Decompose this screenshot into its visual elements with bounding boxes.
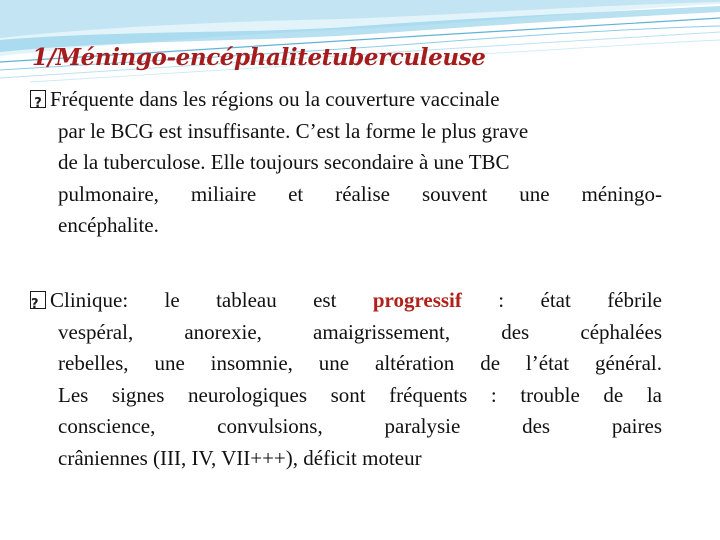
- bullet-1-line-1: Fréquente dans les régions ou la couverture vaccinale: [50, 87, 500, 111]
- bullet-1-line-2: par le BCG est insuffisante. C’est la forme le plus grave: [58, 118, 529, 143]
- bullet-paragraph-2: [30, 285, 662, 474]
- bullet-2-lead: Clinique: le tableau est: [50, 288, 373, 312]
- bullet-1-line-3: de la tuberculose. Elle toujours secondaire à une TBC: [58, 150, 510, 174]
- bullet-paragraph-1: [30, 84, 662, 242]
- square-bullet-icon: [30, 291, 46, 309]
- bullet-1-line-5: encéphalite.: [58, 213, 159, 237]
- bullet-line: [30, 84, 662, 116]
- bullet-1-line-4: pulmonaire, miliaire et réalise souvent une méningo-: [58, 181, 662, 206]
- bullet-2-line-3: rebelles, une insomnie, une altération de l’état général.: [58, 351, 662, 375]
- bullet-2-line-2: vespéral, anorexie, amaigrissement, des céphalées: [58, 319, 662, 344]
- bullet-2-line-5: conscience, convulsions, paralysie des paires: [58, 414, 662, 438]
- square-bullet-icon: [30, 90, 46, 108]
- bullet-2-line-6: crâniennes (III, IV, VII+++), déficit moteur: [58, 445, 422, 470]
- bullet-line: [30, 285, 662, 317]
- slide-title: 1/Méningo-encéphalitetuberculeuse: [32, 44, 486, 71]
- bullet-2-tail: : état fébrile: [461, 288, 662, 312]
- bullet-2-line-4: Les signes neurologiques sont fréquents : trouble de la: [58, 382, 662, 407]
- highlight-progressif: progressif: [372, 288, 462, 312]
